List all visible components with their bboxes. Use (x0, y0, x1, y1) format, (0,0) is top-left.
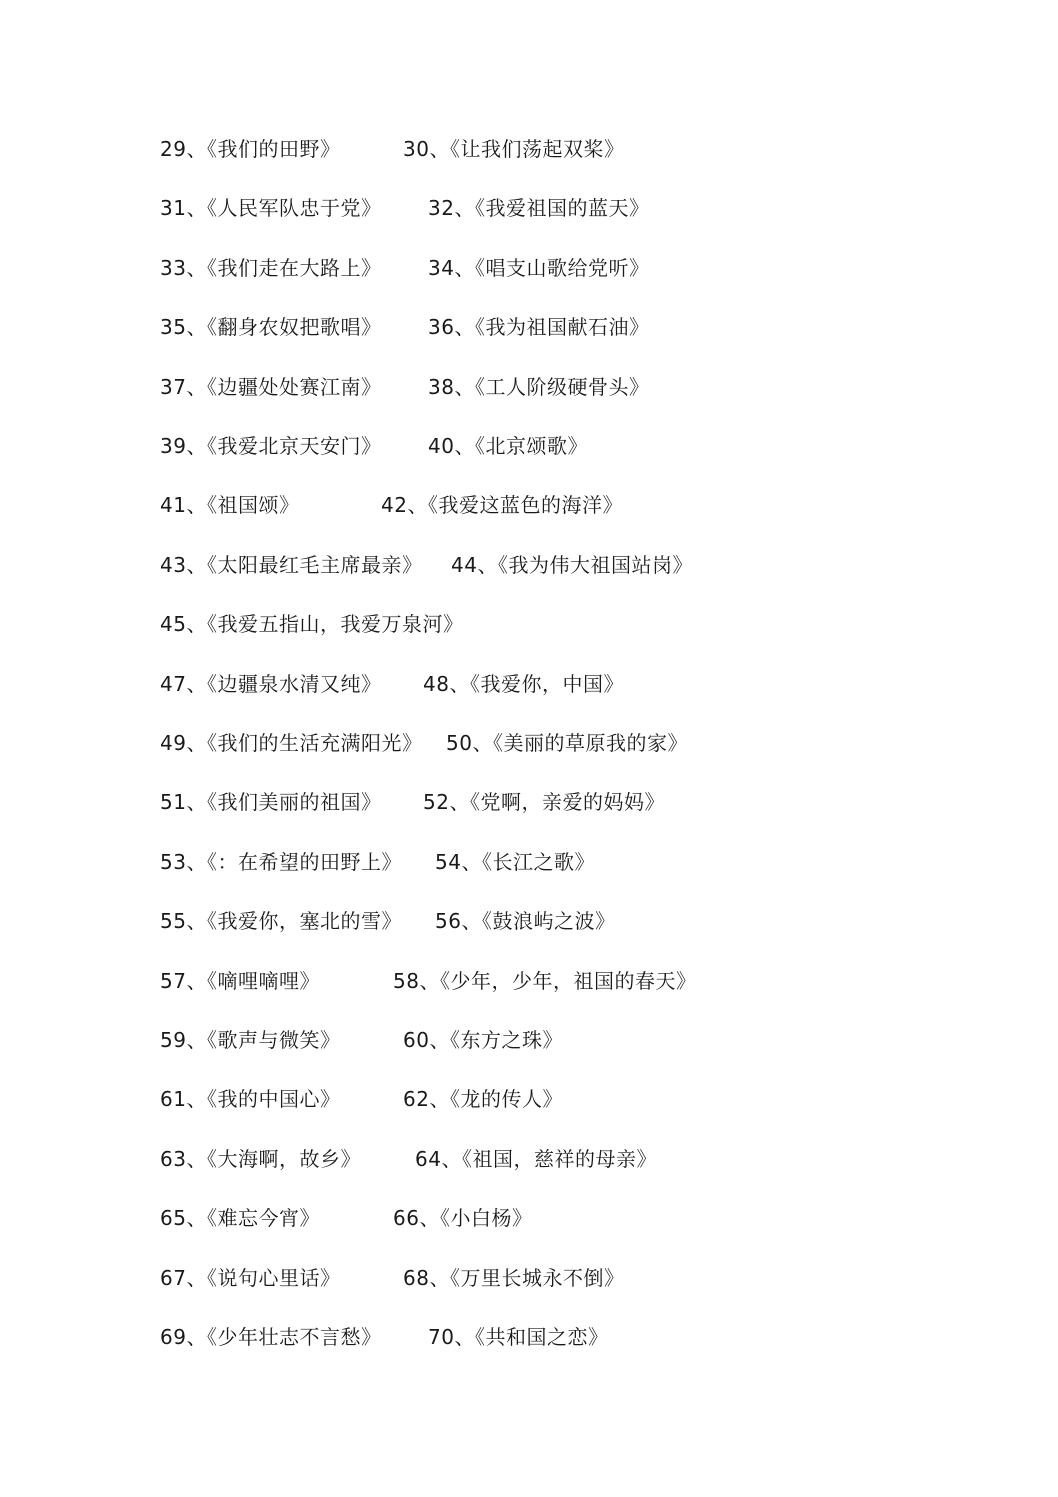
song-row (0, 906, 1058, 936)
song-title: 36、《我为祖国献石油》 (428, 315, 650, 340)
song-row (0, 550, 1058, 580)
song-title: 63、《大海啊，故乡》 (160, 1146, 361, 1171)
song-title: 51、《我们美丽的祖国》 (160, 790, 382, 815)
song-row (0, 1144, 1058, 1174)
song-title: 45、《我爱五指山，我爱万泉河》 (160, 612, 464, 637)
song-title: 49、《我们的生活充满阳光》 (160, 731, 423, 755)
song-title: 64、《祖国，慈祥的母亲》 (415, 1146, 657, 1171)
song-title: 67、《说句心里话》 (160, 1265, 341, 1290)
song-row (0, 1263, 1058, 1293)
song-row (0, 134, 1058, 164)
song-row (0, 1203, 1058, 1233)
song-row (0, 431, 1058, 461)
song-title: 29、《我们的田野》 (160, 137, 341, 161)
song-title: 32、《我爱祖国的蓝天》 (428, 196, 650, 221)
song-title: 70、《共和国之恋》 (428, 1325, 609, 1349)
song-row (0, 1084, 1058, 1114)
song-row (0, 669, 1058, 699)
song-title: 50、《美丽的草原我的家》 (446, 731, 688, 755)
song-title: 65、《难忘今宵》 (160, 1206, 320, 1231)
song-row (0, 966, 1058, 996)
song-row (0, 1025, 1058, 1055)
song-title: 69、《少年壮志不言愁》 (160, 1325, 382, 1349)
song-title: 62、《龙的传人》 (403, 1087, 563, 1112)
song-row (0, 728, 1058, 758)
song-title: 55、《我爱你，塞北的雪》 (160, 909, 402, 934)
song-row (0, 787, 1058, 817)
song-row (0, 312, 1058, 342)
song-row (0, 609, 1058, 639)
song-title: 60、《东方之珠》 (403, 1028, 563, 1052)
song-title: 56、《鼓浪屿之波》 (435, 909, 616, 934)
song-title: 42、《我爱这蓝色的海洋》 (381, 493, 623, 518)
song-title: 54、《长江之歌》 (435, 849, 595, 874)
song-title: 47、《边疆泉水清又纯》 (160, 671, 382, 696)
song-title: 33、《我们走在大路上》 (160, 255, 382, 280)
song-row (0, 1322, 1058, 1352)
song-row (0, 847, 1058, 877)
song-title: 39、《我爱北京天安门》 (160, 434, 382, 458)
song-title: 40、《北京颂歌》 (428, 434, 588, 458)
song-title: 59、《歌声与微笑》 (160, 1028, 341, 1052)
song-title: 66、《小白杨》 (393, 1206, 533, 1231)
song-title: 34、《唱支山歌给党听》 (428, 255, 650, 280)
song-title: 48、《我爱你，中国》 (423, 671, 624, 696)
song-title: 68、《万里长城永不倒》 (403, 1265, 625, 1290)
song-row (0, 372, 1058, 402)
song-title: 38、《工人阶级硬骨头》 (428, 374, 650, 399)
song-title: 43、《太阳最红毛主席最亲》 (160, 552, 423, 577)
song-title: 41、《祖国颂》 (160, 493, 300, 518)
song-title: 44、《我为伟大祖国站岗》 (451, 552, 693, 577)
song-title: 35、《翻身农奴把歌唱》 (160, 315, 382, 340)
song-title: 58、《少年，少年，祖国的春天》 (393, 968, 697, 993)
song-row (0, 253, 1058, 283)
song-title: 53、《：在希望的田野上》 (160, 849, 402, 874)
song-row (0, 193, 1058, 223)
song-row (0, 490, 1058, 520)
song-title: 30、《让我们荡起双桨》 (403, 137, 625, 161)
song-title: 57、《嘀哩嘀哩》 (160, 968, 320, 993)
song-title: 31、《人民军队忠于党》 (160, 196, 382, 221)
song-title: 52、《党啊，亲爱的妈妈》 (423, 790, 665, 815)
song-title: 37、《边疆处处赛江南》 (160, 374, 382, 399)
song-title: 61、《我的中国心》 (160, 1087, 341, 1112)
